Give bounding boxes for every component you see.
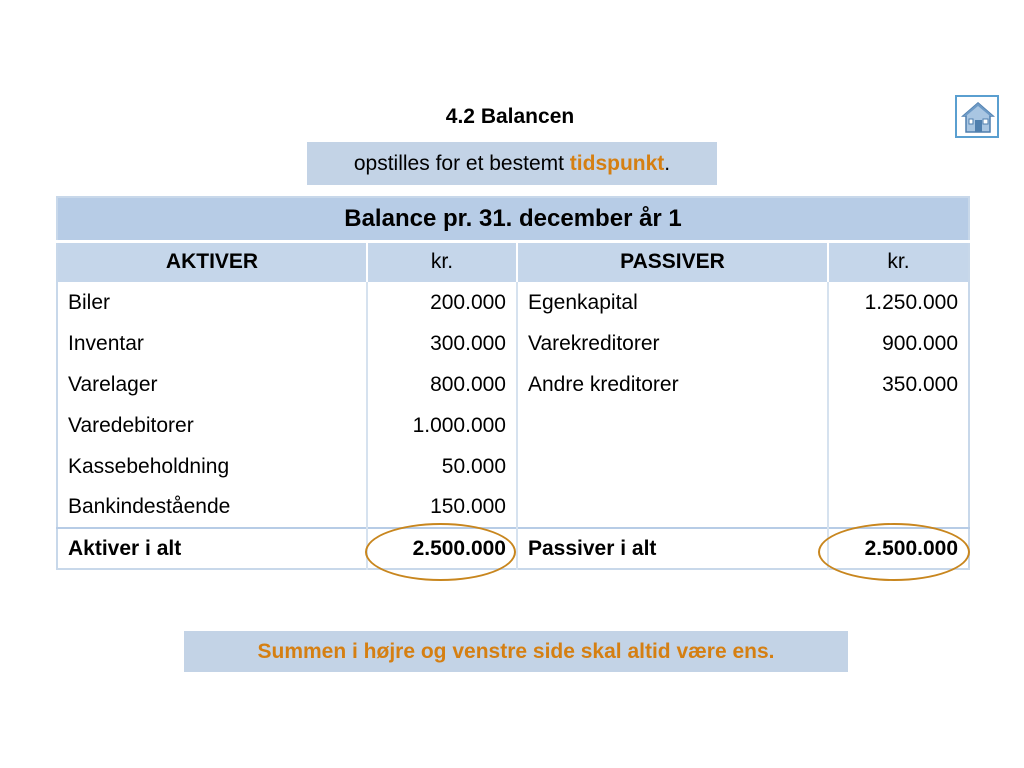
assets-total-amount: 2.500.000 [367, 528, 517, 569]
liabilities-total-highlight-circle [818, 523, 970, 581]
home-button[interactable] [955, 95, 999, 138]
balance-table [56, 196, 970, 570]
subtitle-highlight: tidspunkt [569, 152, 665, 175]
liability-name [517, 446, 828, 487]
liability-amount [828, 405, 969, 446]
asset-amount: 50.000 [367, 446, 517, 487]
liability-name [517, 487, 828, 528]
liability-amount: 350.000 [828, 364, 969, 405]
asset-amount: 300.000 [367, 323, 517, 364]
asset-amount: 800.000 [367, 364, 517, 405]
table-row [57, 323, 969, 364]
table-row [57, 282, 969, 323]
header-liabilities-unit: kr. [828, 241, 969, 282]
table-title: Balance pr. 31. december år 1 [57, 197, 969, 241]
liabilities-total-amount: 2.500.000 [828, 528, 969, 569]
table-row [57, 364, 969, 405]
asset-name: Bankindestående [57, 487, 367, 528]
home-icon [960, 100, 996, 135]
asset-amount: 150.000 [367, 487, 517, 528]
table-title-row [57, 197, 969, 241]
liability-amount [828, 487, 969, 528]
liability-name [517, 405, 828, 446]
subtitle-box [307, 142, 717, 185]
note-box: Summen i højre og venstre side skal altid være ens. [184, 631, 848, 672]
asset-name: Kassebeholdning [57, 446, 367, 487]
assets-total-highlight-circle [365, 523, 516, 581]
liability-name: Varekreditorer [517, 323, 828, 364]
subtitle-prefix: opstilles for et bestemt [353, 152, 570, 175]
table-row [57, 446, 969, 487]
asset-amount: 1.000.000 [367, 405, 517, 446]
header-assets-unit: kr. [367, 241, 517, 282]
table-header-row [57, 241, 969, 282]
header-assets: AKTIVER [57, 241, 367, 282]
asset-name: Inventar [57, 323, 367, 364]
liability-name: Andre kreditorer [517, 364, 828, 405]
header-liabilities: PASSIVER [517, 241, 828, 282]
table-row [57, 405, 969, 446]
page-title: 4.2 Balancen [445, 105, 575, 128]
subtitle-suffix: . [664, 152, 671, 175]
liability-amount [828, 446, 969, 487]
asset-amount: 200.000 [367, 282, 517, 323]
liability-name: Egenkapital [517, 282, 828, 323]
assets-total-label: Aktiver i alt [57, 528, 367, 569]
liability-amount: 1.250.000 [828, 282, 969, 323]
table-row [57, 487, 969, 528]
liability-amount: 900.000 [828, 323, 969, 364]
asset-name: Biler [57, 282, 367, 323]
asset-name: Varedebitorer [57, 405, 367, 446]
asset-name: Varelager [57, 364, 367, 405]
liabilities-total-label: Passiver i alt [517, 528, 828, 569]
